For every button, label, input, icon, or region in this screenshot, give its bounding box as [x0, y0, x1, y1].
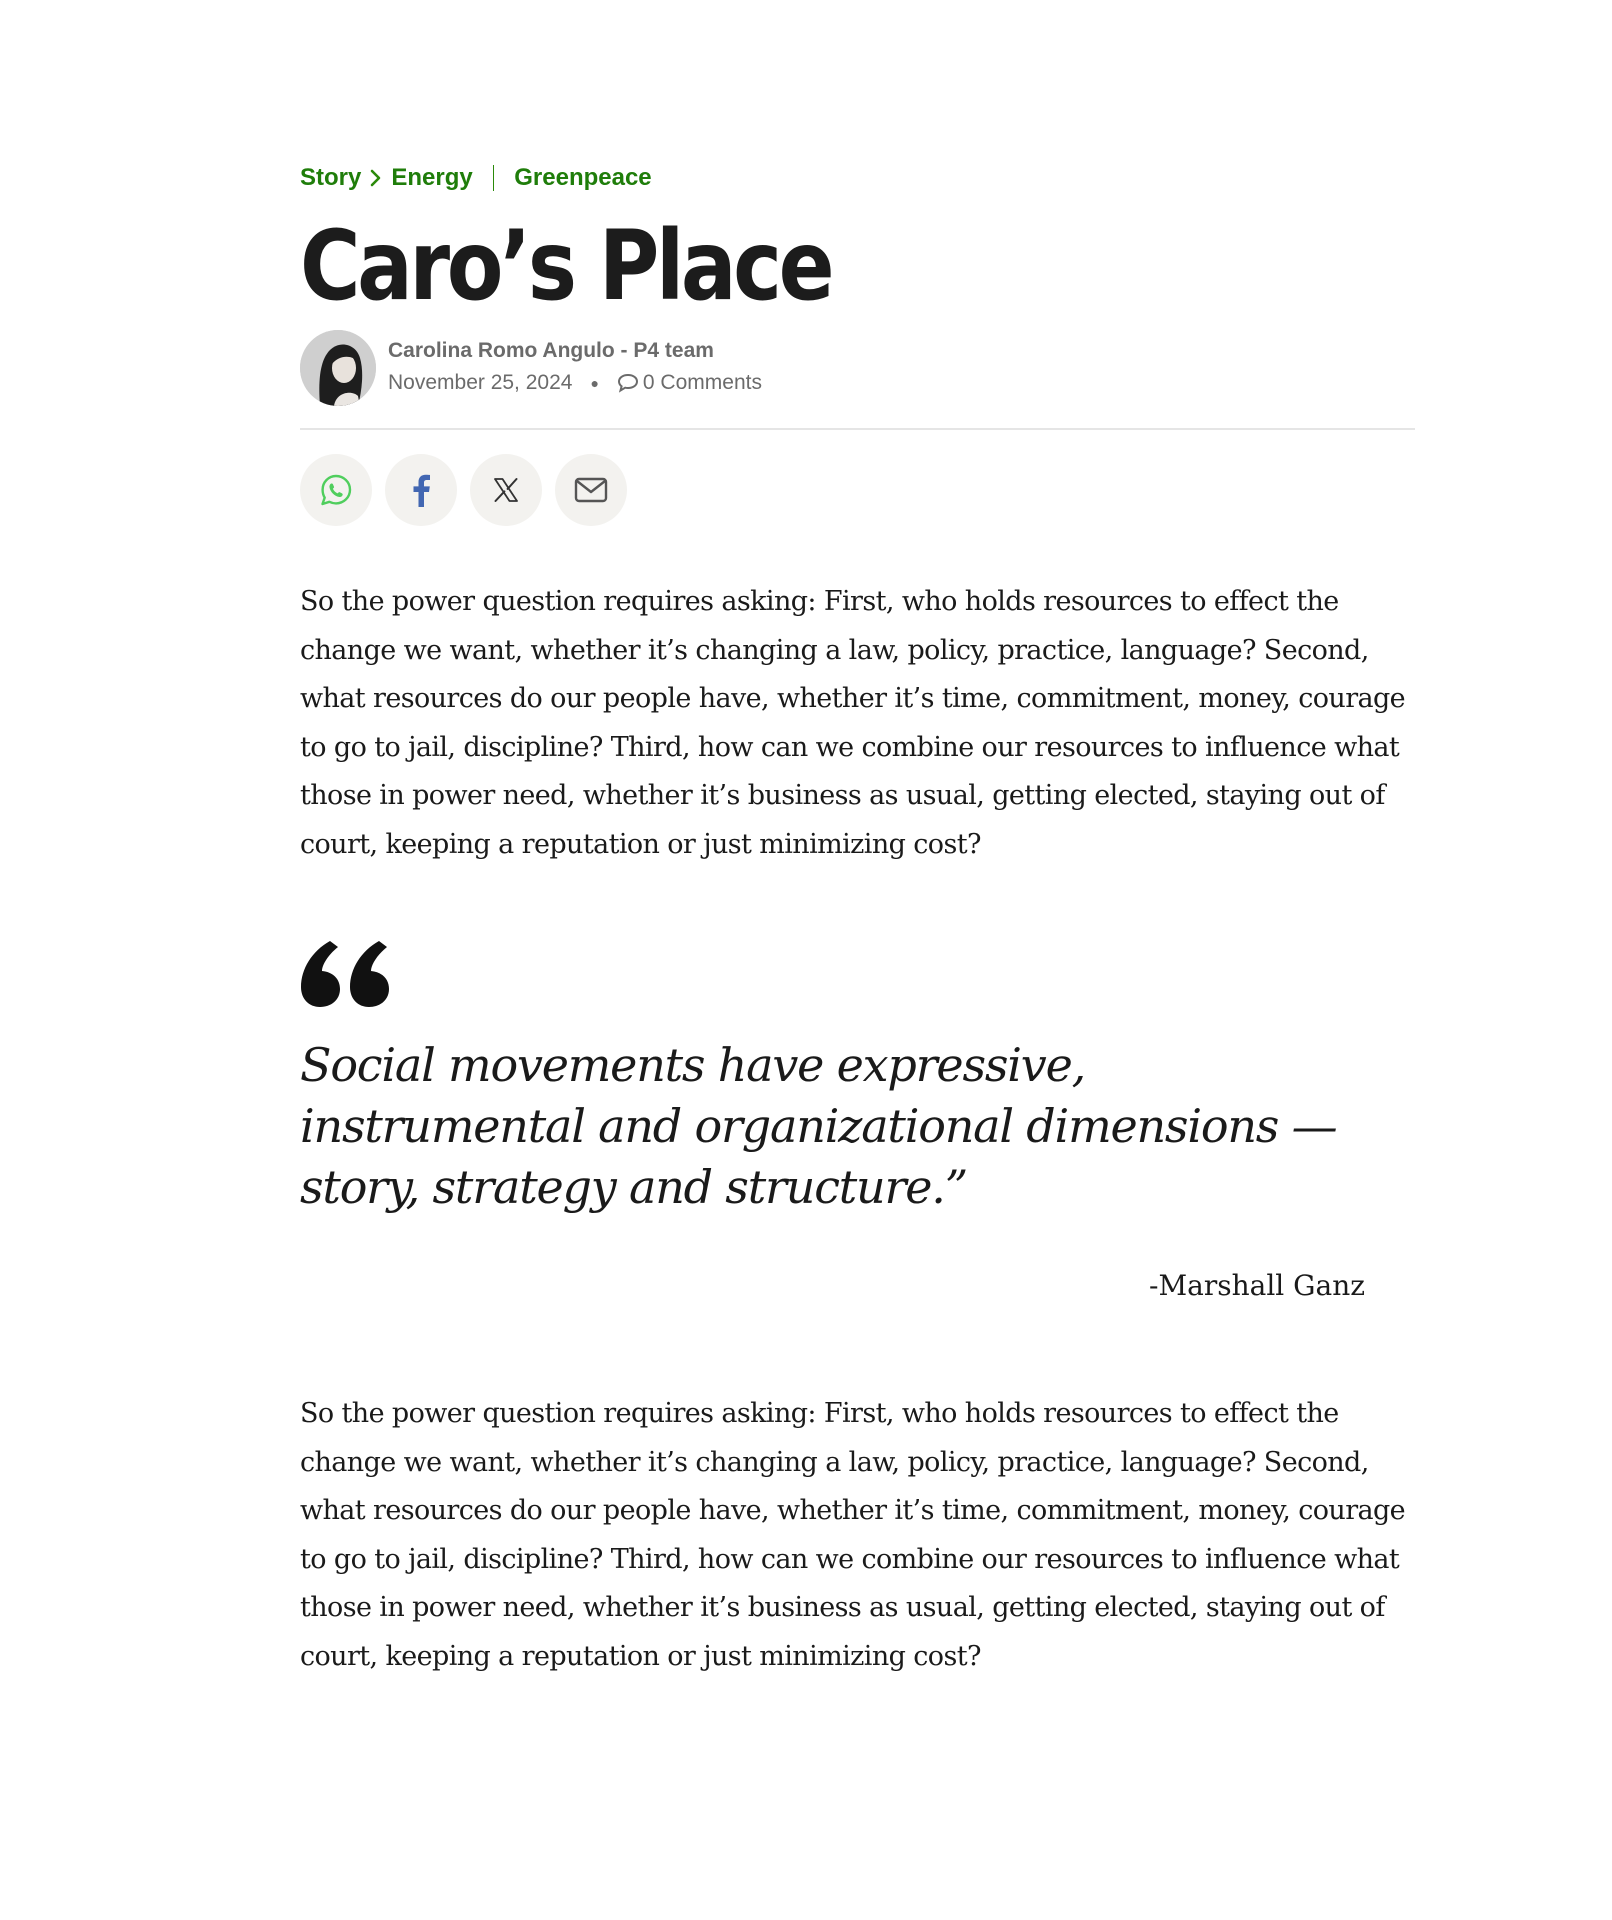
- header-divider: [300, 428, 1415, 430]
- share-facebook-button[interactable]: [385, 454, 457, 526]
- email-icon: [574, 477, 608, 503]
- share-bar: [300, 454, 1415, 526]
- breadcrumb-greenpeace-tag[interactable]: Greenpeace: [514, 164, 652, 191]
- x-icon: [492, 476, 520, 504]
- comment-icon: [617, 373, 639, 393]
- chevron-right-icon: [361, 169, 391, 187]
- comments-link[interactable]: [617, 366, 762, 400]
- facebook-icon: [411, 473, 431, 507]
- body-paragraph: So the power question requires asking: First, who holds resources to effect the change we want, whether it’s changing a law, policy, practice, language? Second, what resources do our people have, whether it’s time, commitment, money, courage to go to jail, discipline? Third, how can we combine our resources to influence what those in power need, whether it’s business as usual, getting elected, staying out of court, keeping a reputation or just minimizing cost?: [300, 1398, 1406, 1672]
- article: [300, 160, 1415, 1681]
- breadcrumb-energy-link[interactable]: Energy: [391, 164, 473, 191]
- author-name[interactable]: Carolina Romo Angulo - P4 team: [388, 339, 714, 362]
- post-meta: [388, 366, 762, 400]
- breadcrumb: [300, 160, 1415, 196]
- page-title: Caro’s Place: [300, 210, 832, 322]
- blockquote-text: Social movements have expressive, instrumental and organizational dimensions — story, strategy and structure.”: [300, 1038, 1337, 1214]
- avatar[interactable]: [300, 330, 376, 406]
- blockquote-author: -Marshall Ganz: [1149, 1269, 1365, 1302]
- comments-count: 0 Comments: [642, 371, 762, 394]
- whatsapp-icon: [319, 473, 353, 507]
- meta-dot: ●: [590, 375, 599, 391]
- quote-mark-icon: [300, 939, 1415, 1009]
- share-email-button[interactable]: [555, 454, 627, 526]
- share-whatsapp-button[interactable]: [300, 454, 372, 526]
- byline: [300, 330, 1415, 406]
- share-x-button[interactable]: [470, 454, 542, 526]
- breadcrumb-story-link[interactable]: Story: [300, 164, 362, 191]
- body-paragraph: So the power question requires asking: First, who holds resources to effect the change we want, whether it’s changing a law, policy, practice, language? Second, what resources do our people have, whether it’s time, commitment, money, courage to go to jail, discipline? Third, how can we combine our resources to influence what those in power need, whether it’s business as usual, getting elected, staying out of court, keeping a reputation or just minimizing cost?: [300, 586, 1406, 860]
- breadcrumb-separator: [493, 165, 495, 191]
- publish-date: November 25, 2024: [388, 371, 573, 394]
